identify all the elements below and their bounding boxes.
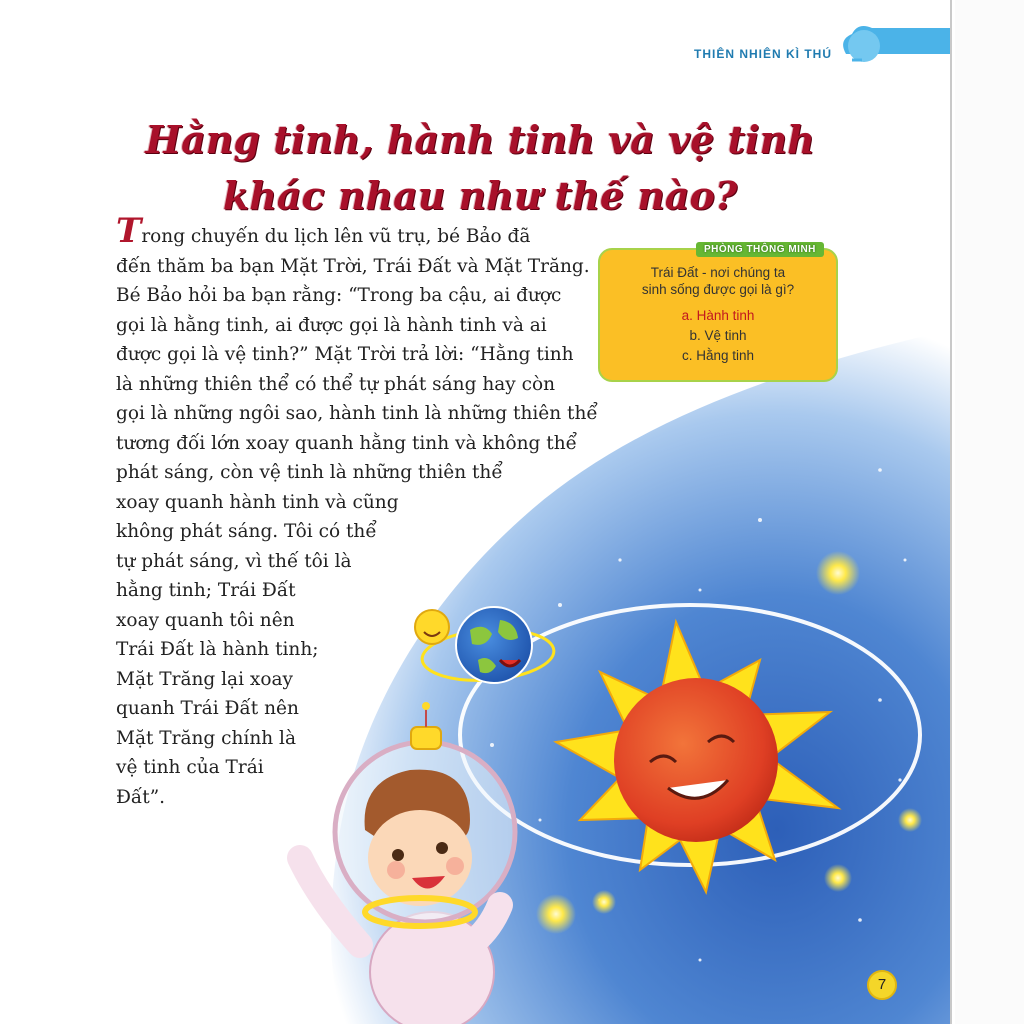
text-line: không phát sáng. Tôi có thể (116, 521, 377, 542)
quiz-option-b: b. Vệ tinh (689, 328, 747, 343)
text-line: xoay quanh hành tinh và cũng (116, 491, 399, 513)
text-line: phát sáng, còn vệ tinh là những thiên thể (116, 462, 503, 483)
quiz-question (600, 264, 836, 298)
page-edge (950, 0, 952, 1024)
text-line: gọi là những ngôi sao, hành tinh là những thiên thể (116, 403, 598, 424)
glowing-star (898, 808, 922, 832)
text-line: tương đối lớn xoay quanh hằng tinh và không thể (116, 432, 578, 454)
text-line: Đất”. (116, 786, 166, 808)
text-line: xoay quanh tôi nên (116, 609, 295, 631)
section-cloud-icon (838, 20, 950, 68)
title-line: khác nhau như thế nào? (222, 173, 738, 218)
text-line: gọi là hằng tinh, ai được gọi là hành tinh và ai (116, 314, 547, 336)
quiz-question-line: sinh sống được gọi là gì? (641, 282, 795, 297)
text-line: vệ tinh của Trái (116, 757, 264, 778)
quiz-option-c: c. Hằng tinh (681, 348, 755, 363)
story-text (116, 211, 616, 812)
quiz-box (598, 244, 838, 382)
text-line: Trái Đất là hành tinh; (116, 639, 319, 660)
glowing-star (824, 864, 852, 892)
page-margin (955, 0, 1024, 1024)
text-line: đến thăm ba bạn Mặt Trời, Trái Đất và Mặt Trăng. (116, 255, 590, 277)
page-title (140, 112, 820, 224)
glowing-star (536, 894, 576, 934)
text-line: Mặt Trăng lại xoay (116, 668, 293, 690)
text-line: quanh Trái Đất nên (116, 698, 299, 719)
text-line: Mặt Trăng chính là (116, 727, 296, 749)
glowing-star (592, 890, 616, 914)
text-line: hằng tinh; Trái Đất (116, 580, 296, 601)
text-line: được gọi là vệ tinh?” Mặt Trời trả lời: “Hằng tinh (116, 344, 574, 365)
text-line: tự phát sáng, vì thế tôi là (116, 550, 352, 572)
text-line: là những thiên thể có thể tự phát sáng hay còn (116, 373, 556, 395)
quiz-badge: PHÒNG THÔNG MINH (696, 242, 824, 257)
text-line-content: rong chuyến du lịch lên vũ trụ, bé Bảo đã (141, 226, 531, 247)
title-line: Hằng tinh, hành tinh và vệ tinh (145, 117, 815, 162)
section-label: THIÊN NHIÊN KÌ THÚ (694, 47, 832, 61)
text-line (116, 211, 616, 252)
page-number: 7 (867, 970, 897, 1000)
text-line: Bé Bảo hỏi ba bạn rằng: “Trong ba cậu, ai được (116, 285, 562, 306)
drop-cap: T (116, 211, 142, 251)
glowing-star (816, 551, 860, 595)
quiz-option-a: a. Hành tinh (681, 308, 755, 323)
quiz-question-line: Trái Đất - nơi chúng ta (650, 265, 786, 280)
quiz-options (600, 306, 836, 366)
